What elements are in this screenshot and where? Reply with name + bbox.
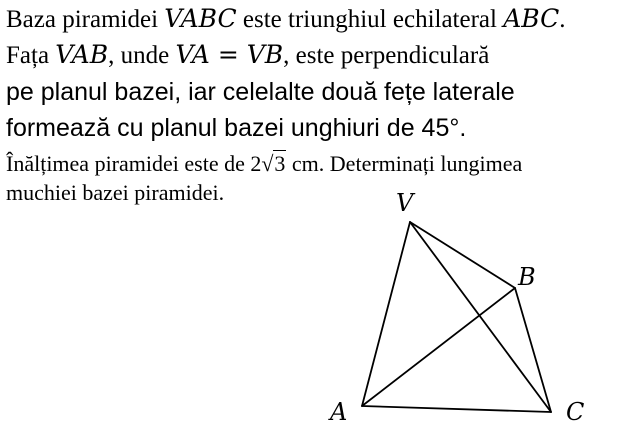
vertex-label-a: A	[330, 398, 348, 426]
edge-ab-line	[362, 288, 515, 406]
line5-text-1: Înălțimea piramidei este de 2	[6, 151, 262, 176]
angle-value: 45°	[421, 114, 460, 142]
line2-text-4: , este perpendiculară	[283, 42, 490, 69]
vertex-label-b: B	[518, 263, 536, 291]
line2-text-2: , unde	[108, 42, 176, 69]
edge-ac-line	[362, 406, 551, 412]
edge-va: VA	[175, 40, 210, 69]
pyramid-name: VABC	[164, 4, 237, 33]
vertex-label-c: C	[566, 398, 585, 426]
line1-text-3: .	[559, 6, 566, 33]
problem-line-6: muchiei bazei piramidei.	[6, 180, 225, 205]
edge-bc-line	[515, 288, 551, 412]
line2-text-1: Fața	[6, 42, 56, 69]
line4-text-2: .	[459, 114, 467, 142]
face-name: VAB	[55, 40, 109, 69]
line5-text-2: cm. Determinați lungimea	[286, 151, 523, 176]
edge-vb-line	[410, 222, 515, 288]
radicand: 3	[274, 151, 286, 176]
vertex-label-v: V	[396, 189, 414, 217]
line4-text-1: formează cu planul bazei unghiuri de	[6, 114, 422, 142]
edge-vb: VB	[246, 40, 284, 69]
edge-vc-line	[410, 222, 551, 412]
problem-line-3: pe planul bazei, iar celelalte două fețe laterale	[6, 78, 515, 106]
radical-sign: √	[261, 151, 274, 176]
equals-sign: =	[209, 40, 247, 69]
base-triangle-name: ABC	[503, 4, 560, 33]
line1-text-1: Baza piramidei	[6, 6, 165, 33]
edge-va-line	[362, 222, 410, 406]
line1-text-2: este triunghiul echilateral	[236, 6, 504, 33]
